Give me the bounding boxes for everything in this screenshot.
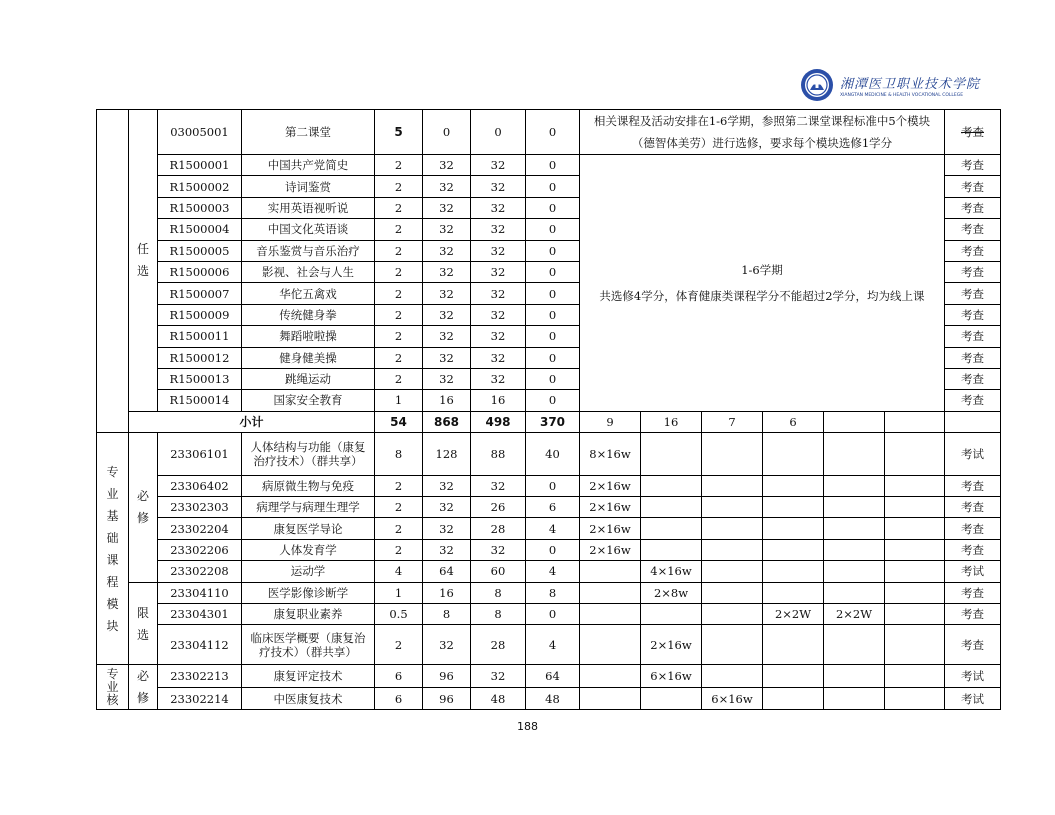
subtotal-semester-s3: 7 [702, 411, 763, 432]
semester-s5 [824, 665, 885, 688]
course-theory-hours: 32 [471, 326, 526, 347]
subtotal-semester-s2: 16 [641, 411, 702, 432]
semester-s4 [763, 625, 824, 665]
category-label: 必修 [136, 489, 149, 526]
course-assessment: 考查 [945, 497, 1001, 518]
course-total-hours: 32 [423, 261, 471, 282]
course-theory-hours: 0 [471, 110, 526, 155]
course-theory-hours: 32 [471, 261, 526, 282]
table-row [97, 582, 1001, 603]
course-practice-hours: 0 [526, 240, 580, 261]
semester-s4 [763, 687, 824, 710]
course-practice-hours: 0 [526, 283, 580, 304]
semester-s1 [580, 625, 641, 665]
subtotal-total: 868 [423, 411, 471, 432]
course-theory-hours: 88 [471, 432, 526, 475]
course-code: 23304301 [158, 604, 242, 625]
course-assessment: 考查 [945, 261, 1001, 282]
course-assessment: 考查 [945, 283, 1001, 304]
course-name: 医学影像诊断学 [242, 582, 375, 603]
semester-s3 [702, 625, 763, 665]
subtotal-theory: 498 [471, 411, 526, 432]
semester-s4 [763, 582, 824, 603]
course-practice-hours: 0 [526, 176, 580, 197]
subtotal-semester-s6 [885, 411, 945, 432]
subtotal-semester-s1: 9 [580, 411, 641, 432]
semester-s1 [580, 582, 641, 603]
course-assessment: 考查 [945, 176, 1001, 197]
course-total-hours: 32 [423, 518, 471, 539]
semester-s2: 4×16w [641, 561, 702, 582]
table-row [97, 497, 1001, 518]
course-total-hours: 32 [423, 475, 471, 496]
course-credit: 2 [375, 326, 423, 347]
semester-s6 [885, 518, 945, 539]
semester-s3 [702, 539, 763, 560]
course-theory-hours: 32 [471, 665, 526, 688]
course-name: 舞蹈啦啦操 [242, 326, 375, 347]
second-class-note: 相关课程及活动安排在1-6学期，参照第二课堂课程标准中5个模块（德智体美劳）进行选修，要求每个模块选修1学分 [580, 110, 945, 155]
course-practice-hours: 0 [526, 475, 580, 496]
course-practice-hours: 4 [526, 518, 580, 539]
course-name: 临床医学概要（康复治疗技术）（群共享） [242, 625, 375, 665]
course-theory-hours: 26 [471, 497, 526, 518]
course-code: 23302208 [158, 561, 242, 582]
course-credit: 6 [375, 665, 423, 688]
course-credit: 1 [375, 390, 423, 411]
course-practice-hours: 4 [526, 561, 580, 582]
course-credit: 2 [375, 261, 423, 282]
course-theory-hours: 48 [471, 687, 526, 710]
course-credit: 2 [375, 197, 423, 218]
table-row [97, 604, 1001, 625]
course-total-hours: 16 [423, 390, 471, 411]
course-practice-hours: 0 [526, 219, 580, 240]
course-assessment: 考查 [945, 304, 1001, 325]
semester-s6 [885, 665, 945, 688]
course-credit: 2 [375, 625, 423, 665]
course-name: 跳绳运动 [242, 368, 375, 389]
course-code: R1500003 [158, 197, 242, 218]
course-credit: 2 [375, 368, 423, 389]
semester-s3 [702, 561, 763, 582]
course-theory-hours: 32 [471, 155, 526, 176]
semester-s3 [702, 665, 763, 688]
elective-note [580, 155, 945, 412]
course-credit: 4 [375, 561, 423, 582]
module-label: 专业基础课程模块 [106, 464, 119, 633]
course-assessment: 考查 [945, 110, 1001, 155]
course-practice-hours: 4 [526, 625, 580, 665]
semester-s3 [702, 582, 763, 603]
course-assessment: 考查 [945, 368, 1001, 389]
college-name-en: XIANGTAN MEDICINE & HEALTH VOCATIONAL COLLEGE [840, 92, 964, 98]
course-total-hours: 32 [423, 197, 471, 218]
course-name: 传统健身拳 [242, 304, 375, 325]
course-assessment: 考查 [945, 197, 1001, 218]
semester-s6 [885, 475, 945, 496]
course-total-hours: 32 [423, 539, 471, 560]
course-practice-hours: 8 [526, 582, 580, 603]
course-assessment: 考试 [945, 665, 1001, 688]
semester-s6 [885, 625, 945, 665]
course-theory-hours: 28 [471, 518, 526, 539]
semester-s4 [763, 665, 824, 688]
category-bixiu-core [129, 665, 158, 710]
course-code: 03005001 [158, 110, 242, 155]
semester-s5 [824, 625, 885, 665]
semester-s5 [824, 582, 885, 603]
course-theory-hours: 32 [471, 283, 526, 304]
course-practice-hours: 0 [526, 368, 580, 389]
course-practice-hours: 40 [526, 432, 580, 475]
course-total-hours: 128 [423, 432, 471, 475]
semester-s4 [763, 561, 824, 582]
table-row [97, 475, 1001, 496]
subtotal-label: 小计 [129, 411, 375, 432]
course-name: 华佗五禽戏 [242, 283, 375, 304]
course-credit: 2 [375, 304, 423, 325]
course-theory-hours: 28 [471, 625, 526, 665]
course-code: R1500011 [158, 326, 242, 347]
course-code: 23306402 [158, 475, 242, 496]
semester-s3 [702, 475, 763, 496]
course-total-hours: 8 [423, 604, 471, 625]
course-name: 音乐鉴赏与音乐治疗 [242, 240, 375, 261]
table-row [97, 625, 1001, 665]
course-practice-hours: 64 [526, 665, 580, 688]
subtotal-credit: 54 [375, 411, 423, 432]
category-label: 任选 [136, 242, 149, 279]
table-row [97, 110, 1001, 155]
course-assessment: 考试 [945, 432, 1001, 475]
course-total-hours: 0 [423, 110, 471, 155]
course-theory-hours: 32 [471, 347, 526, 368]
college-name-cn: 湘潭医卫职业技术学院 [840, 76, 981, 92]
course-name: 国家安全教育 [242, 390, 375, 411]
table-row [97, 155, 1001, 176]
semester-s3 [702, 518, 763, 539]
elective-note-term: 1-6学期 [741, 262, 783, 277]
page-number: 188 [517, 720, 538, 733]
course-code: R1500013 [158, 368, 242, 389]
semester-s4: 2×2W [763, 604, 824, 625]
table-row [97, 561, 1001, 582]
course-theory-hours: 32 [471, 176, 526, 197]
course-assessment: 考查 [945, 326, 1001, 347]
course-assessment: 考查 [945, 240, 1001, 261]
course-practice-hours: 0 [526, 261, 580, 282]
course-total-hours: 16 [423, 582, 471, 603]
course-name: 中医康复技术 [242, 687, 375, 710]
semester-s4 [763, 432, 824, 475]
table-row [97, 432, 1001, 475]
module-hexin [97, 665, 129, 710]
course-total-hours: 32 [423, 497, 471, 518]
course-assessment: 考查 [945, 390, 1001, 411]
course-credit: 2 [375, 347, 423, 368]
semester-s5 [824, 432, 885, 475]
category-renxuan [129, 110, 158, 412]
table-row [97, 665, 1001, 688]
subtotal-practice: 370 [526, 411, 580, 432]
course-theory-hours: 32 [471, 539, 526, 560]
course-practice-hours: 0 [526, 347, 580, 368]
category-xianxuan [129, 582, 158, 665]
course-code: R1500007 [158, 283, 242, 304]
table-row [97, 411, 1001, 432]
table-row [97, 539, 1001, 560]
module-label: 专业核 [106, 666, 119, 707]
course-code: R1500002 [158, 176, 242, 197]
course-total-hours: 32 [423, 176, 471, 197]
course-credit: 8 [375, 432, 423, 475]
course-name: 病原微生物与免疫 [242, 475, 375, 496]
course-name: 第二课堂 [242, 110, 375, 155]
course-assessment: 考查 [945, 475, 1001, 496]
module-jichu [97, 432, 129, 665]
semester-s1: 8×16w [580, 432, 641, 475]
semester-s2 [641, 475, 702, 496]
table-row [97, 518, 1001, 539]
course-total-hours: 32 [423, 326, 471, 347]
semester-s2: 6×16w [641, 665, 702, 688]
course-code: 23302213 [158, 665, 242, 688]
category-bixiu [129, 432, 158, 582]
course-theory-hours: 32 [471, 240, 526, 261]
course-name: 中国共产党简史 [242, 155, 375, 176]
semester-s1: 2×16w [580, 539, 641, 560]
course-practice-hours: 0 [526, 390, 580, 411]
course-total-hours: 96 [423, 687, 471, 710]
course-name: 运动学 [242, 561, 375, 582]
course-total-hours: 32 [423, 347, 471, 368]
course-total-hours: 32 [423, 283, 471, 304]
course-practice-hours: 0 [526, 155, 580, 176]
subtotal-semester-s4: 6 [763, 411, 824, 432]
college-logo [800, 65, 981, 105]
course-practice-hours: 0 [526, 197, 580, 218]
semester-s5 [824, 539, 885, 560]
semester-s1 [580, 687, 641, 710]
semester-s5 [824, 475, 885, 496]
semester-s6 [885, 582, 945, 603]
course-assessment: 考查 [945, 604, 1001, 625]
course-name: 人体结构与功能（康复治疗技术）（群共享） [242, 432, 375, 475]
semester-s4 [763, 539, 824, 560]
course-code: 23302206 [158, 539, 242, 560]
course-credit: 2 [375, 475, 423, 496]
semester-s2 [641, 539, 702, 560]
course-practice-hours: 0 [526, 304, 580, 325]
semester-s4 [763, 518, 824, 539]
course-name: 健身健美操 [242, 347, 375, 368]
semester-s2 [641, 518, 702, 539]
semester-s1: 2×16w [580, 518, 641, 539]
course-practice-hours: 0 [526, 110, 580, 155]
course-name: 康复评定技术 [242, 665, 375, 688]
semester-s2 [641, 497, 702, 518]
course-assessment: 考查 [945, 155, 1001, 176]
course-code: 23304112 [158, 625, 242, 665]
semester-s2 [641, 687, 702, 710]
semester-s2 [641, 432, 702, 475]
course-name: 实用英语视听说 [242, 197, 375, 218]
course-name: 影视、社会与人生 [242, 261, 375, 282]
course-code: 23306101 [158, 432, 242, 475]
course-practice-hours: 48 [526, 687, 580, 710]
course-credit: 2 [375, 155, 423, 176]
semester-s1 [580, 665, 641, 688]
curriculum-table [96, 109, 1001, 710]
course-total-hours: 32 [423, 240, 471, 261]
course-credit: 2 [375, 283, 423, 304]
semester-s3 [702, 432, 763, 475]
course-assessment: 考查 [945, 518, 1001, 539]
category-label: 限选 [136, 605, 149, 642]
course-name: 人体发育学 [242, 539, 375, 560]
semester-s3 [702, 604, 763, 625]
course-credit: 2 [375, 497, 423, 518]
subtotal-semester-s5 [824, 411, 885, 432]
course-credit: 2 [375, 240, 423, 261]
course-total-hours: 32 [423, 625, 471, 665]
course-credit: 2 [375, 518, 423, 539]
course-theory-hours: 8 [471, 582, 526, 603]
course-practice-hours: 6 [526, 497, 580, 518]
course-total-hours: 64 [423, 561, 471, 582]
semester-s6 [885, 561, 945, 582]
course-theory-hours: 16 [471, 390, 526, 411]
semester-s6 [885, 539, 945, 560]
semester-s2 [641, 604, 702, 625]
semester-s2: 2×8w [641, 582, 702, 603]
course-practice-hours: 0 [526, 604, 580, 625]
course-code: R1500014 [158, 390, 242, 411]
college-emblem-icon [800, 68, 834, 102]
course-theory-hours: 32 [471, 368, 526, 389]
semester-s6 [885, 604, 945, 625]
course-theory-hours: 32 [471, 304, 526, 325]
course-credit: 6 [375, 687, 423, 710]
semester-s5: 2×2W [824, 604, 885, 625]
course-credit: 2 [375, 219, 423, 240]
course-credit: 5 [375, 110, 423, 155]
elective-note-rule: 共选修4学分，体育健康类课程学分不能超过2学分，均为线上课 [599, 288, 925, 303]
course-total-hours: 32 [423, 304, 471, 325]
course-total-hours: 96 [423, 665, 471, 688]
semester-s6 [885, 687, 945, 710]
course-name: 诗词鉴赏 [242, 176, 375, 197]
semester-s5 [824, 518, 885, 539]
course-credit: 0.5 [375, 604, 423, 625]
course-assessment: 考试 [945, 561, 1001, 582]
semester-s5 [824, 561, 885, 582]
course-assessment: 考查 [945, 539, 1001, 560]
course-practice-hours: 0 [526, 326, 580, 347]
course-assessment: 考试 [945, 687, 1001, 710]
course-total-hours: 32 [423, 368, 471, 389]
course-code: R1500012 [158, 347, 242, 368]
course-credit: 2 [375, 539, 423, 560]
course-assessment: 考查 [945, 582, 1001, 603]
course-code: R1500009 [158, 304, 242, 325]
course-theory-hours: 32 [471, 219, 526, 240]
semester-s3: 6×16w [702, 687, 763, 710]
course-code: 23302204 [158, 518, 242, 539]
semester-s1 [580, 561, 641, 582]
course-credit: 1 [375, 582, 423, 603]
course-code: R1500005 [158, 240, 242, 261]
semester-s5 [824, 687, 885, 710]
subtotal-assessment [945, 411, 1001, 432]
semester-s1: 2×16w [580, 475, 641, 496]
semester-s4 [763, 475, 824, 496]
course-name: 康复职业素养 [242, 604, 375, 625]
course-code: R1500001 [158, 155, 242, 176]
semester-s6 [885, 497, 945, 518]
course-code: 23304110 [158, 582, 242, 603]
course-theory-hours: 8 [471, 604, 526, 625]
course-total-hours: 32 [423, 219, 471, 240]
course-assessment: 考查 [945, 219, 1001, 240]
course-name: 康复医学导论 [242, 518, 375, 539]
semester-s6 [885, 432, 945, 475]
course-total-hours: 32 [423, 155, 471, 176]
course-name: 中国文化英语谈 [242, 219, 375, 240]
course-assessment: 考查 [945, 347, 1001, 368]
course-assessment: 考查 [945, 625, 1001, 665]
table-row [97, 687, 1001, 710]
semester-s5 [824, 497, 885, 518]
course-theory-hours: 32 [471, 197, 526, 218]
category-label: 必修 [136, 669, 149, 706]
course-code: 23302214 [158, 687, 242, 710]
semester-s4 [763, 497, 824, 518]
semester-s2: 2×16w [641, 625, 702, 665]
course-code: R1500004 [158, 219, 242, 240]
semester-s3 [702, 497, 763, 518]
course-credit: 2 [375, 176, 423, 197]
course-theory-hours: 60 [471, 561, 526, 582]
course-name: 病理学与病理生理学 [242, 497, 375, 518]
module-cell-public [97, 110, 129, 433]
course-theory-hours: 32 [471, 475, 526, 496]
course-code: R1500006 [158, 261, 242, 282]
course-code: 23302303 [158, 497, 242, 518]
semester-s1: 2×16w [580, 497, 641, 518]
semester-s1 [580, 604, 641, 625]
course-practice-hours: 0 [526, 539, 580, 560]
